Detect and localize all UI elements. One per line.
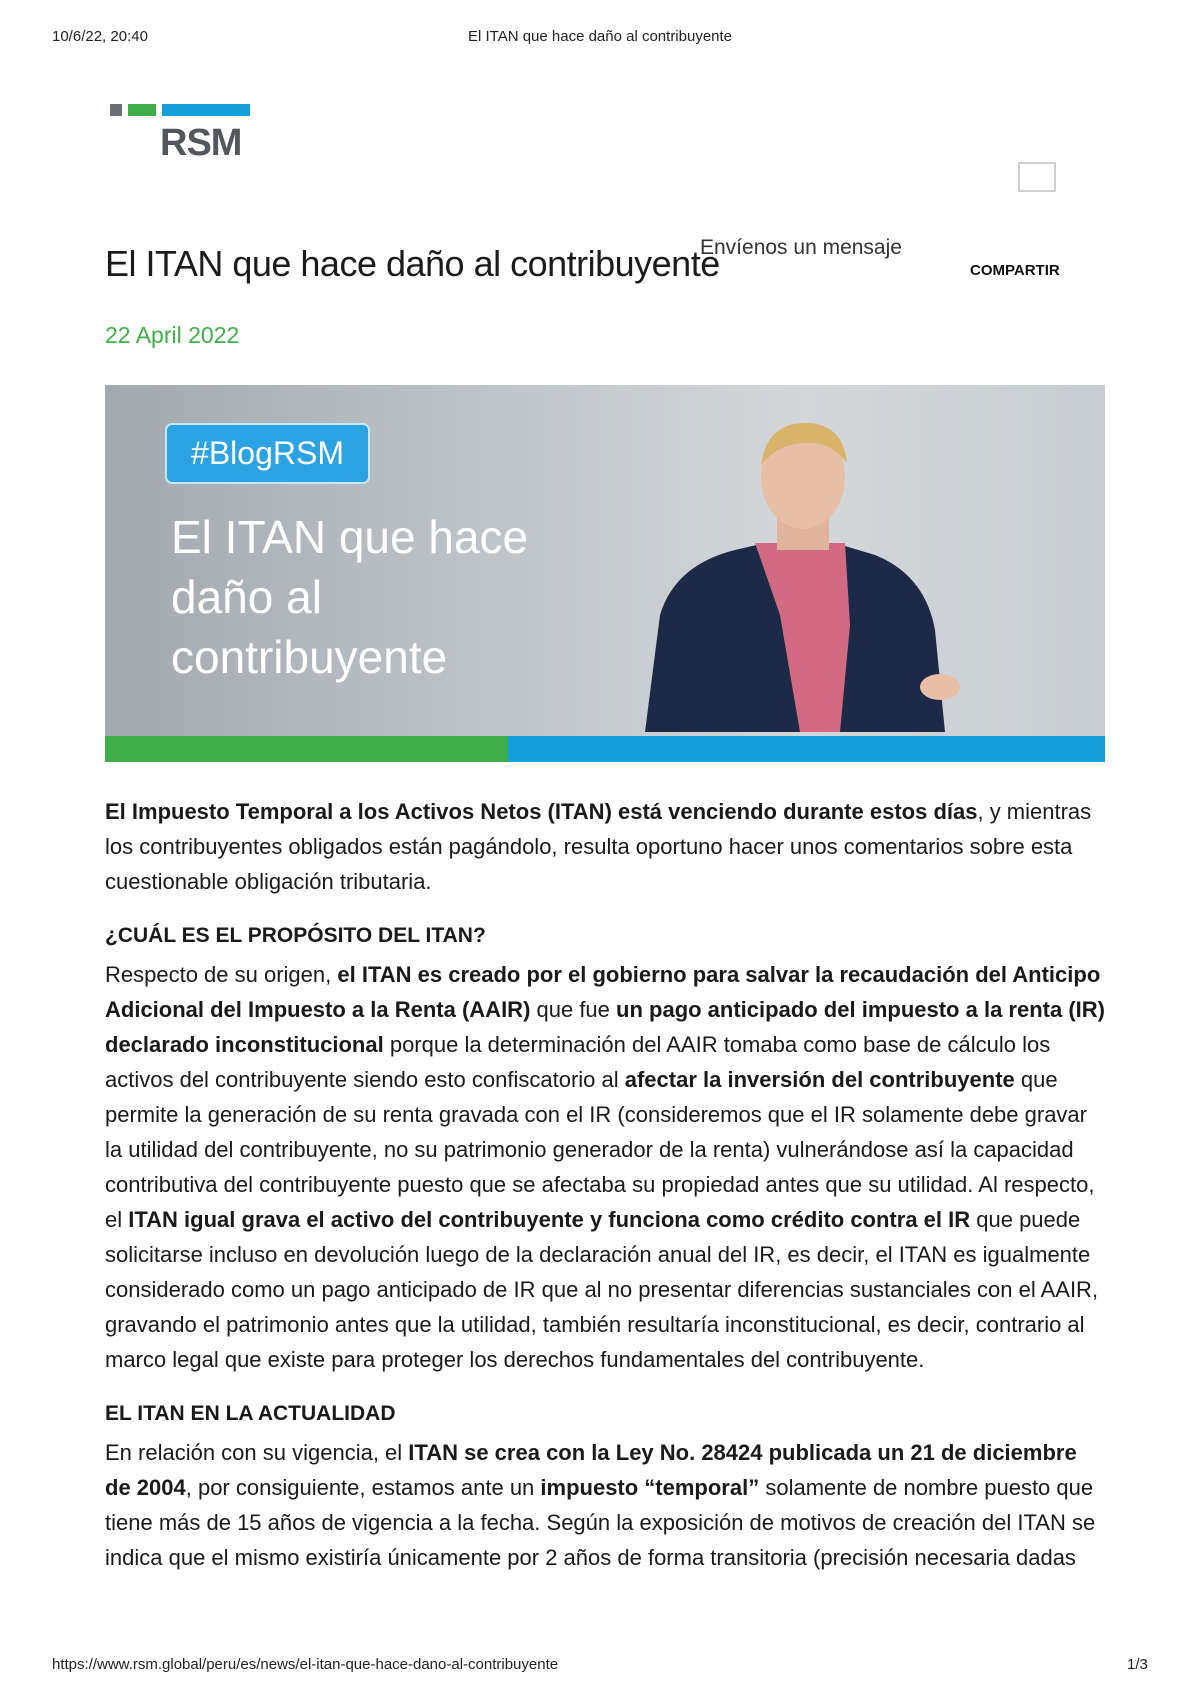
- empty-box-icon[interactable]: [1018, 162, 1056, 192]
- text-run: que fue: [530, 997, 617, 1022]
- print-page-number: 1/3: [1127, 1656, 1148, 1673]
- bold-text-run: el ITAN es creado por el gobierno para salvar la recaudación del Anticipo Adicional del Impuesto a la Renta (AAIR): [105, 962, 1101, 1022]
- banner-blue-strip: [508, 736, 1105, 762]
- paragraph-origin: [105, 957, 1105, 1377]
- print-page-title: El ITAN que hace daño al contribuyente: [467, 28, 733, 45]
- presenter-illustration: [605, 415, 1025, 732]
- section-heading-current: EL ITAN EN LA ACTUALIDAD: [105, 1402, 396, 1425]
- text-run: solamente de nombre puesto que tiene más de 15 años de vigencia a la fecha. Según la exposición de motivos de creación del ITAN se indica que el mismo existiría únicamente por 2 años de forma transitoria (precisión necesaria dadas: [105, 1475, 1096, 1570]
- print-datetime: 10/6/22, 20:40: [52, 28, 148, 45]
- article-title: El ITAN que hace daño al contribuyente: [105, 243, 720, 284]
- send-message-link[interactable]: Envíenos un mensaje: [700, 236, 902, 259]
- bold-text-run: impuesto “temporal”: [540, 1475, 760, 1500]
- logo-bar-green: [128, 104, 156, 116]
- share-button[interactable]: COMPARTIR: [970, 262, 1060, 279]
- bold-text-run: afectar la inversión del contribuyente: [624, 1067, 1015, 1092]
- bold-text-run: ITAN se crea con la Ley No. 28424 publicada un 21 de diciembre de 2004: [105, 1440, 1077, 1500]
- text-run: , por consiguiente, estamos ante un: [185, 1475, 541, 1500]
- banner-green-strip: [105, 736, 508, 762]
- text-run: En relación con su vigencia, el: [105, 1440, 409, 1465]
- logo-wordmark: RSM: [160, 122, 242, 164]
- text-run: Respecto de su origen,: [105, 962, 338, 987]
- paragraph-intro: [105, 794, 1105, 899]
- banner-headline: El ITAN que hace daño al contribuyente: [171, 511, 529, 683]
- bold-text-run: un pago anticipado del impuesto a la renta (IR) declarado inconstitucional: [105, 997, 1105, 1057]
- logo-bar-blue: [162, 104, 250, 116]
- section-heading-purpose: ¿CUÁL ES EL PROPÓSITO DEL ITAN?: [105, 924, 486, 947]
- paragraph-validity: [105, 1435, 1105, 1575]
- rsm-logo[interactable]: [110, 104, 250, 164]
- text-run: que permite la generación de su renta gravada con el IR (consideremos que el IR solamente debe gravar la utilidad del contribuyente, no su patrimonio generador de la renta) vulnerándose así la capacidad contributiva del contribuyente puesto que se afectaba su propiedad antes que su utilidad. Al respecto, el: [105, 1067, 1095, 1232]
- publication-date: 22 April 2022: [105, 322, 240, 348]
- print-footer-url: https://www.rsm.global/peru/es/news/el-itan-que-hace-dano-al-contribuyente: [52, 1656, 559, 1673]
- blog-tag-badge: #BlogRSM: [165, 423, 370, 484]
- logo-bar-gray: [110, 104, 122, 116]
- article-body: [105, 794, 1105, 1594]
- text-run: , y mientras los contribuyentes obligados están pagándolo, resulta oportuno hacer unos comentarios sobre esta cuestionable obligación tributaria.: [105, 799, 1092, 894]
- bold-text-run: ITAN igual grava el activo del contribuyente y funciona como crédito contra el IR: [128, 1207, 971, 1232]
- text-run: que puede solicitarse incluso en devolución luego de la declaración anual del IR, es decir, el ITAN es igualmente considerado como un pago anticipado de IR que al no presentar diferencias sustanciales con el AAIR, gravando el patrimonio antes que la utilidad, también resultaría inconstitucional, es decir, contrario al marco legal que existe para proteger los derechos fundamentales del contribuyente.: [105, 1207, 1099, 1372]
- article-banner-image: [105, 385, 1105, 762]
- text-run: porque la determinación del AAIR tomaba como base de cálculo los activos del contribuyente siendo esto confiscatorio al: [105, 1032, 1051, 1092]
- bold-text-run: El Impuesto Temporal a los Activos Netos (ITAN) está venciendo durante estos días: [105, 799, 978, 824]
